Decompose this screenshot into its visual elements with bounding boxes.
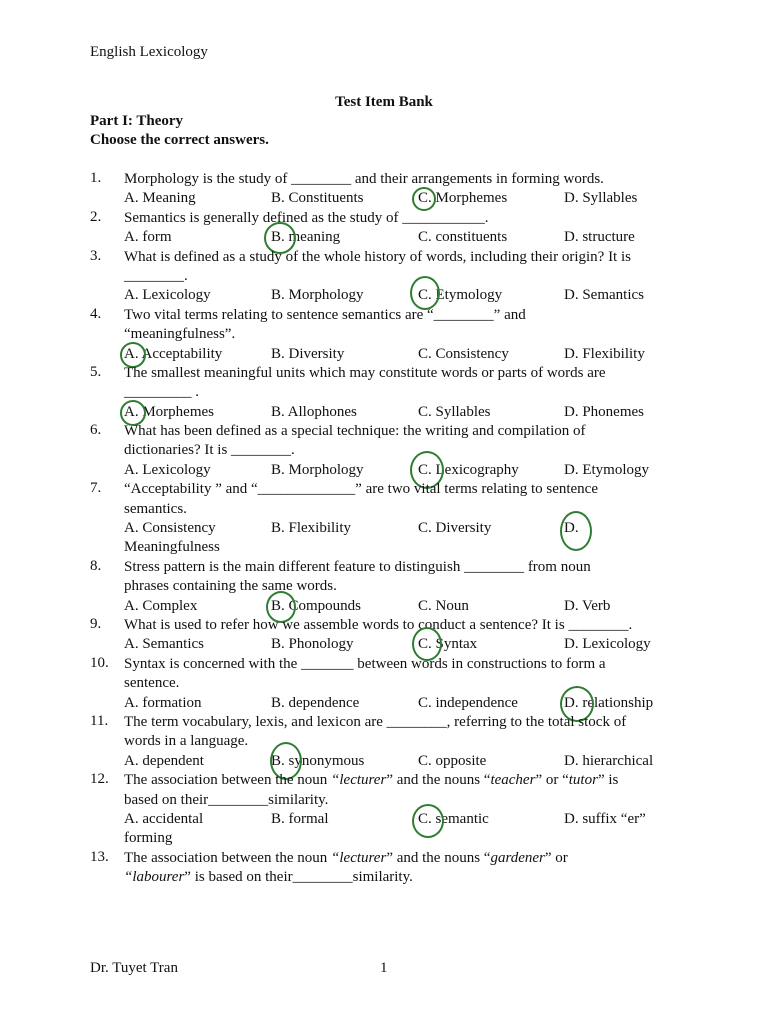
option-c[interactable]: C. Etymology bbox=[418, 287, 503, 304]
term-labourer: “labourer bbox=[124, 869, 185, 886]
question-5 bbox=[0, 364, 768, 422]
question-12 bbox=[0, 771, 768, 849]
options-row bbox=[124, 345, 768, 364]
instruction-text: Choose the correct answers. bbox=[90, 132, 269, 148]
term-lecturer: “lecturer bbox=[331, 849, 387, 866]
option-c[interactable]: C. Syntax bbox=[418, 636, 478, 653]
option-a[interactable]: A. Acceptability bbox=[124, 345, 223, 362]
question-text: What has been defined as a special technique: the writing and compilation of bbox=[124, 423, 586, 440]
question-9 bbox=[0, 616, 768, 655]
document-title: Test Item Bank bbox=[335, 94, 433, 110]
question-text-continued: “meaningfulness”. bbox=[124, 326, 236, 343]
question-number: 9. bbox=[90, 615, 102, 632]
option-a[interactable]: A. Consistency bbox=[124, 520, 216, 537]
option-d[interactable]: D. Phonemes bbox=[564, 403, 644, 420]
options-row bbox=[124, 635, 768, 654]
question-text-continued: “labourer” is based on their________similarity. bbox=[124, 869, 413, 886]
question-number: 4. bbox=[90, 305, 102, 322]
option-a[interactable]: A. Meaning bbox=[124, 190, 196, 207]
question-13 bbox=[0, 849, 768, 888]
page-number: 1 bbox=[380, 960, 388, 976]
question-1 bbox=[0, 170, 768, 209]
option-d-continued: forming bbox=[124, 830, 173, 847]
question-number: 2. bbox=[90, 208, 102, 225]
option-d[interactable]: D. bbox=[564, 520, 579, 537]
question-2 bbox=[0, 209, 768, 248]
options-row bbox=[124, 694, 768, 713]
term-gardener: gardener bbox=[490, 849, 545, 866]
question-3 bbox=[0, 248, 768, 306]
options-row bbox=[124, 228, 768, 247]
question-number: 11. bbox=[90, 712, 109, 729]
question-number: 5. bbox=[90, 363, 102, 380]
question-list bbox=[0, 170, 768, 887]
option-b[interactable]: B. Flexibility bbox=[271, 520, 352, 537]
options-row bbox=[124, 752, 768, 771]
option-d[interactable]: D. structure bbox=[564, 229, 635, 246]
option-d[interactable]: D. suffix “er” bbox=[564, 810, 646, 827]
option-b[interactable]: B. Diversity bbox=[271, 345, 345, 362]
question-text: Syntax is concerned with the _______ between words in constructions to form a bbox=[124, 655, 606, 672]
option-c[interactable]: C. semantic bbox=[418, 810, 489, 827]
option-c[interactable]: C. independence bbox=[418, 694, 518, 711]
header-course: English Lexicology bbox=[90, 44, 208, 60]
question-text: The association between the noun “lecturer” and the nouns “gardener” or bbox=[124, 849, 568, 866]
footer-author: Dr. Tuyet Tran bbox=[90, 960, 178, 976]
options-row bbox=[124, 403, 768, 422]
question-text: The term vocabulary, lexis, and lexicon are ________, referring to the total stock of bbox=[124, 713, 627, 730]
option-a[interactable]: A. Morphemes bbox=[124, 403, 214, 420]
option-c[interactable]: C. Morphemes bbox=[418, 190, 508, 207]
question-8 bbox=[0, 558, 768, 616]
option-b[interactable]: B. Compounds bbox=[271, 597, 362, 614]
option-a[interactable]: A. Lexicology bbox=[124, 461, 211, 478]
option-d[interactable]: D. Lexicology bbox=[564, 636, 651, 653]
question-6 bbox=[0, 422, 768, 480]
question-text: Semantics is generally defined as the study of ___________. bbox=[124, 209, 489, 226]
option-a[interactable]: A. Semantics bbox=[124, 636, 204, 653]
question-number: 3. bbox=[90, 247, 102, 264]
term-lecturer: “lecturer bbox=[331, 772, 387, 789]
option-d[interactable]: D. Verb bbox=[564, 597, 611, 614]
options-row bbox=[124, 189, 768, 208]
question-number: 6. bbox=[90, 422, 102, 439]
question-7 bbox=[0, 480, 768, 558]
option-d[interactable]: D. Flexibility bbox=[564, 345, 645, 362]
option-b[interactable]: B. formal bbox=[271, 810, 329, 827]
question-text: What is defined as a study of the whole history of words, including their origin? It is bbox=[124, 248, 631, 265]
question-number: 13. bbox=[90, 848, 109, 865]
question-text-continued: _________ . bbox=[124, 384, 199, 401]
option-c[interactable]: C. Consistency bbox=[418, 345, 509, 362]
option-b[interactable]: B. Phonology bbox=[271, 636, 354, 653]
question-text-continued: semantics. bbox=[124, 500, 187, 517]
option-a[interactable]: A. form bbox=[124, 229, 172, 246]
option-c[interactable]: C. opposite bbox=[418, 752, 487, 769]
question-text: What is used to refer how we assemble words to conduct a sentence? It is ________. bbox=[124, 616, 633, 633]
question-text: Two vital terms relating to sentence semantics are “________” and bbox=[124, 306, 526, 323]
option-a[interactable]: A. Lexicology bbox=[124, 287, 211, 304]
question-text: Morphology is the study of ________ and their arrangements in forming words. bbox=[124, 171, 604, 187]
option-c[interactable]: C. Diversity bbox=[418, 520, 492, 537]
question-text: The association between the noun “lecturer” and the nouns “teacher” or “tutor” is bbox=[124, 772, 619, 789]
question-text-continued: words in a language. bbox=[124, 733, 249, 750]
option-b[interactable]: B. Allophones bbox=[271, 403, 357, 420]
part-heading: Part I: Theory bbox=[90, 113, 184, 129]
options-row bbox=[124, 810, 768, 829]
option-c[interactable]: C. constituents bbox=[418, 229, 508, 246]
option-d-continued: Meaningfulness bbox=[124, 539, 220, 556]
option-d[interactable]: D. hierarchical bbox=[564, 752, 654, 769]
question-text: Stress pattern is the main different feature to distinguish ________ from noun bbox=[124, 558, 591, 575]
option-b[interactable]: B. Morphology bbox=[271, 461, 364, 478]
option-a[interactable]: A. dependent bbox=[124, 752, 204, 769]
option-d[interactable]: D. relationship bbox=[564, 694, 654, 711]
question-4 bbox=[0, 306, 768, 364]
term-tutor: tutor bbox=[568, 772, 598, 789]
options-row bbox=[124, 461, 768, 480]
term-teacher: teacher bbox=[490, 772, 536, 789]
option-d[interactable]: D. Semantics bbox=[564, 287, 644, 304]
question-number: 1. bbox=[90, 170, 102, 186]
question-text: The smallest meaningful units which may constitute words or parts of words are bbox=[124, 364, 606, 381]
option-c[interactable]: C. Syllables bbox=[418, 403, 491, 420]
question-number: 8. bbox=[90, 557, 102, 574]
option-a[interactable]: A. formation bbox=[124, 694, 202, 711]
option-a[interactable]: A. accidental bbox=[124, 810, 204, 827]
question-number: 10. bbox=[90, 654, 109, 671]
options-row bbox=[124, 286, 768, 305]
option-b[interactable]: B. dependence bbox=[271, 694, 360, 711]
option-b[interactable]: B. synonymous bbox=[271, 752, 365, 769]
options-row bbox=[124, 597, 768, 616]
option-c[interactable]: C. Noun bbox=[418, 597, 469, 614]
option-b[interactable]: B. meaning bbox=[271, 229, 341, 246]
question-text-continued: dictionaries? It is ________. bbox=[124, 442, 295, 459]
question-10 bbox=[0, 655, 768, 713]
option-c[interactable]: C. Lexicography bbox=[418, 461, 519, 478]
question-text-continued: phrases containing the same words. bbox=[124, 578, 337, 595]
question-number: 7. bbox=[90, 480, 102, 497]
options-row bbox=[124, 519, 768, 538]
question-number: 12. bbox=[90, 771, 109, 788]
option-b[interactable]: B. Constituents bbox=[271, 190, 364, 207]
option-d[interactable]: D. Syllables bbox=[564, 190, 638, 207]
option-b[interactable]: B. Morphology bbox=[271, 287, 364, 304]
question-text-continued: based on their________similarity. bbox=[124, 791, 329, 808]
question-text: “Acceptability ” and “_____________” are two vital terms relating to sentence bbox=[124, 481, 599, 498]
option-d[interactable]: D. Etymology bbox=[564, 461, 649, 478]
question-11 bbox=[0, 713, 768, 771]
question-text-continued: ________. bbox=[124, 267, 188, 284]
option-a[interactable]: A. Complex bbox=[124, 597, 198, 614]
question-text-continued: sentence. bbox=[124, 675, 180, 692]
